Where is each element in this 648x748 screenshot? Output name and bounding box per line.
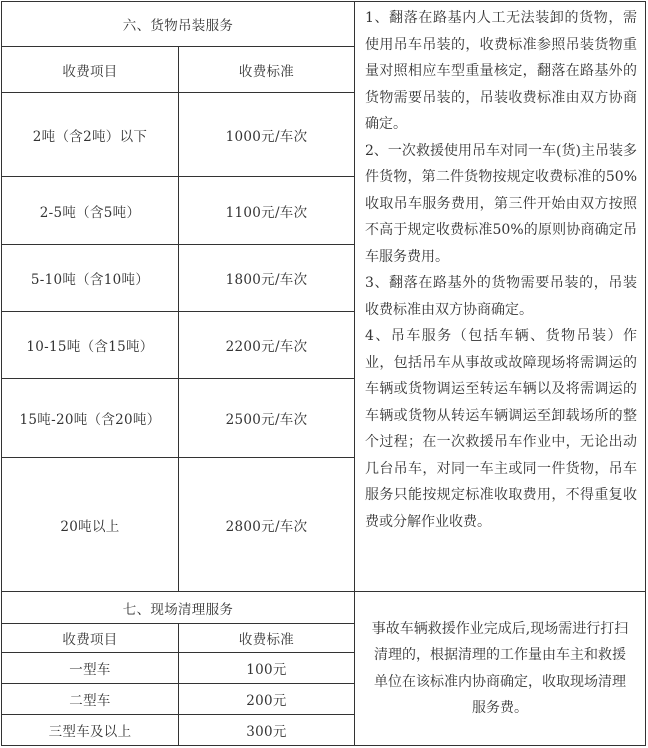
section7-row-item: 一型车 [1, 652, 179, 684]
section7-row-price: 300元 [178, 714, 355, 746]
section6-row-price: 1000元/车次 [178, 92, 355, 177]
section6-row-price: 2500元/车次 [178, 378, 355, 458]
section7-title: 七、现场清理服务 [1, 591, 355, 624]
section6-row-item: 2-5吨（含5吨） [1, 176, 179, 245]
section6-row-item: 15吨-20吨（含20吨） [1, 378, 179, 458]
section6-row-item: 10-15吨（含15吨） [1, 311, 179, 379]
section6-title: 六、货物吊装服务 [1, 1, 355, 47]
section6-row-item: 5-10吨（含10吨） [1, 244, 179, 312]
section7-header-standard: 收费标准 [178, 623, 355, 653]
section6-note: 1、翻落在路基内人工无法装卸的货物，需使用吊车吊装的，收费标准参照吊装货物重量对照相应车型重量核定，翻落在路基外的货物需要吊装的，吊装收费标准由双方协商确定。 [365, 10, 637, 132]
section7-header-item: 收费项目 [1, 623, 179, 653]
fee-table [1, 1, 646, 746]
section6-row-price: 1800元/车次 [178, 244, 355, 312]
section7-row-price: 200元 [178, 683, 355, 715]
section6-row-price: 1100元/车次 [178, 176, 355, 245]
section7-note: 事故车辆救援作业完成后,现场需进行打扫清理的，根据清理的工作量由车主和救援单位在该标准内协商确定，收取现场清理服务费。 [354, 591, 646, 746]
section6-note: 4、吊车服务（包括车辆、货物吊装）作业，包括吊车从事故或故障现场将需调运的车辆或货物调运至转运车辆以及将需调运的车辆或货物从转运车辆调运至卸载场所的整个过程；在一次救援吊车作业中，无论出动几台吊车，对同一车主或同一件货物，吊车服务只能按规定标准收取费用，不得重复收费或分解作业收费。 [365, 328, 637, 530]
section6-row-price: 2800元/车次 [178, 457, 355, 592]
section6-header-item: 收费项目 [1, 46, 179, 93]
section7-row-item: 二型车 [1, 683, 179, 715]
section7-row-item: 三型车及以上 [1, 714, 179, 746]
section7-row-price: 100元 [178, 652, 355, 684]
section6-row-item: 20吨以上 [1, 457, 179, 592]
section6-row-price: 2200元/车次 [178, 311, 355, 379]
section6-note: 3、翻落在路基外的货物需要吊装的，吊装收费标准由双方协商确定。 [365, 275, 637, 318]
section6-header-standard: 收费标准 [178, 46, 355, 93]
section6-note: 2、一次救援使用吊车对同一车(货)主吊装多件货物，第二件货物按规定收费标准的50%收取吊车服务费用，第三件开始由双方按照不高于规定收费标准50%的原则协商确定吊车服务费用。 [365, 142, 637, 265]
section6-notes [354, 1, 646, 592]
section6-row-item: 2吨（含2吨）以下 [1, 92, 179, 177]
